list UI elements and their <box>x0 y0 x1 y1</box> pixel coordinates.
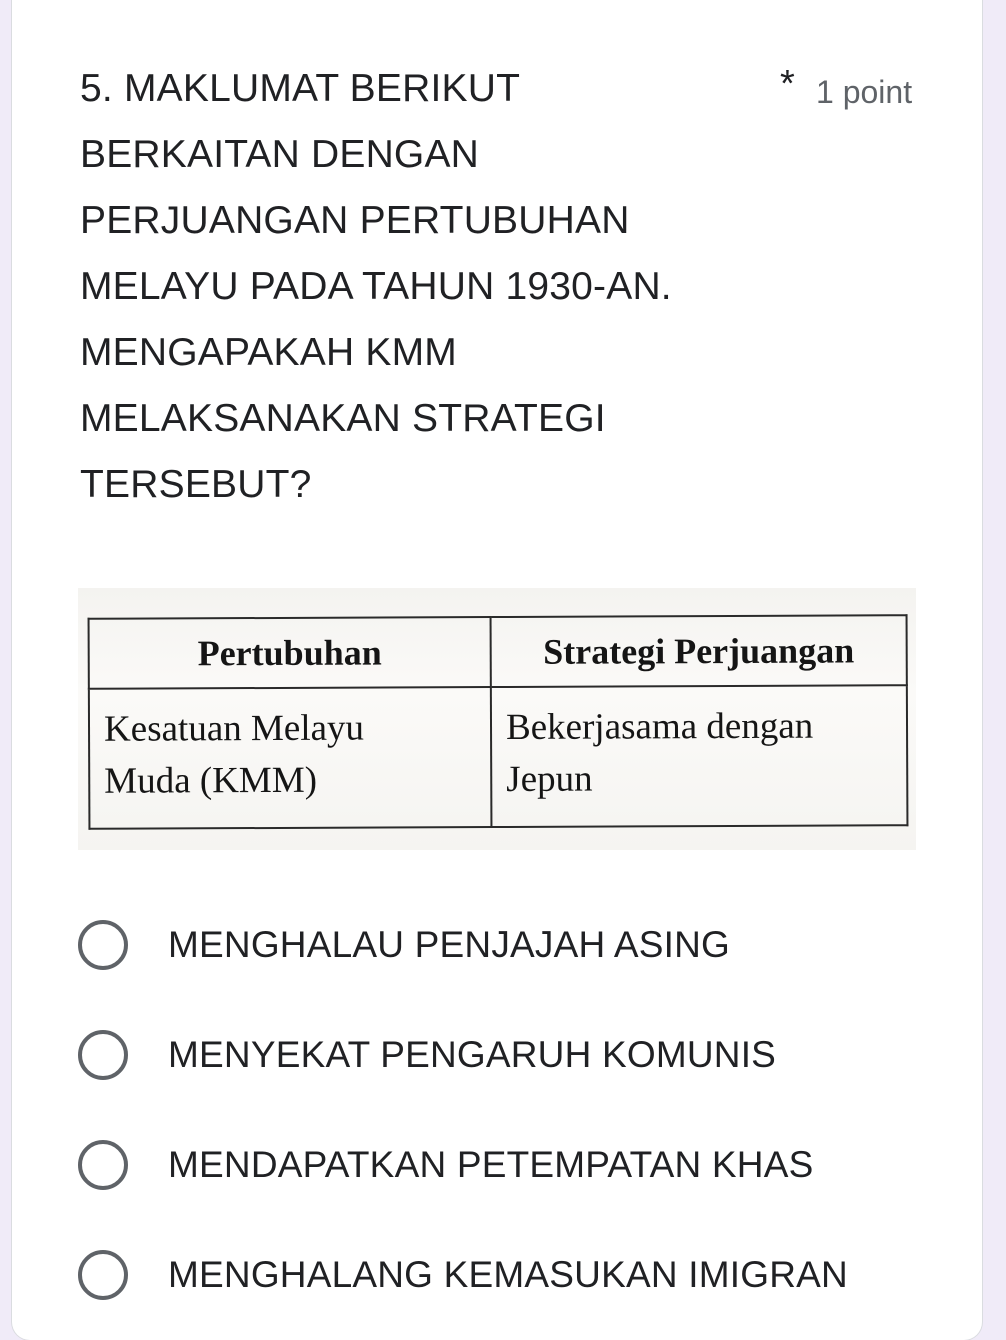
required-asterisk: * <box>780 63 795 105</box>
question-title-line: MELAYU PADA TAHUN 1930-AN. <box>80 265 672 308</box>
question-image <box>78 588 916 850</box>
option-menghalang-kemasukan-imigran[interactable] <box>78 1220 958 1330</box>
points-label: 1 point <box>816 74 913 110</box>
table-row <box>89 685 908 829</box>
table-header-strategy: Strategi Perjuangan <box>491 615 907 687</box>
question-title <box>80 56 720 518</box>
question-title-line: 5. MAKLUMAT BERIKUT <box>80 67 521 110</box>
table-header-row <box>89 615 907 689</box>
table-cell-organisation <box>89 687 492 829</box>
organisation-line: Muda (KMM) <box>104 759 318 802</box>
answer-options <box>78 890 958 1330</box>
question-title-line: TERSEBUT? <box>80 463 312 506</box>
option-menyekat-pengaruh-komunis[interactable] <box>78 1000 958 1110</box>
info-table <box>88 614 909 830</box>
radio-button-icon[interactable] <box>78 1140 128 1190</box>
option-label[interactable]: MENDAPATKAN PETEMPATAN KHAS <box>168 1144 814 1185</box>
option-label[interactable]: MENGHALAU PENJAJAH ASING <box>168 924 730 965</box>
radio-button-icon[interactable] <box>78 1030 128 1080</box>
question-title-line: PERJUANGAN PERTUBUHAN <box>80 199 630 242</box>
radio-button-icon[interactable] <box>78 920 128 970</box>
option-mendapatkan-petempatan-khas[interactable] <box>78 1110 958 1220</box>
radio-button-icon[interactable] <box>78 1250 128 1300</box>
strategy-line: Bekerjasama dengan <box>505 705 814 748</box>
organisation-line: Kesatuan Melayu <box>103 707 365 750</box>
option-label[interactable]: MENGHALANG KEMASUKAN IMIGRAN <box>168 1254 848 1295</box>
question-title-line: MELAKSANAKAN STRATEGI <box>80 397 606 440</box>
option-label[interactable]: MENYEKAT PENGARUH KOMUNIS <box>168 1034 777 1075</box>
option-menghalau-penjajah-asing[interactable] <box>78 890 958 1000</box>
question-header <box>80 56 920 518</box>
table-header-organisation: Pertubuhan <box>89 617 491 689</box>
strategy-line: Jepun <box>506 758 593 800</box>
question-title-line: BERKAITAN DENGAN <box>80 133 480 176</box>
table-cell-strategy <box>491 685 908 827</box>
question-title-line: MENGAPAKAH KMM <box>80 331 457 374</box>
